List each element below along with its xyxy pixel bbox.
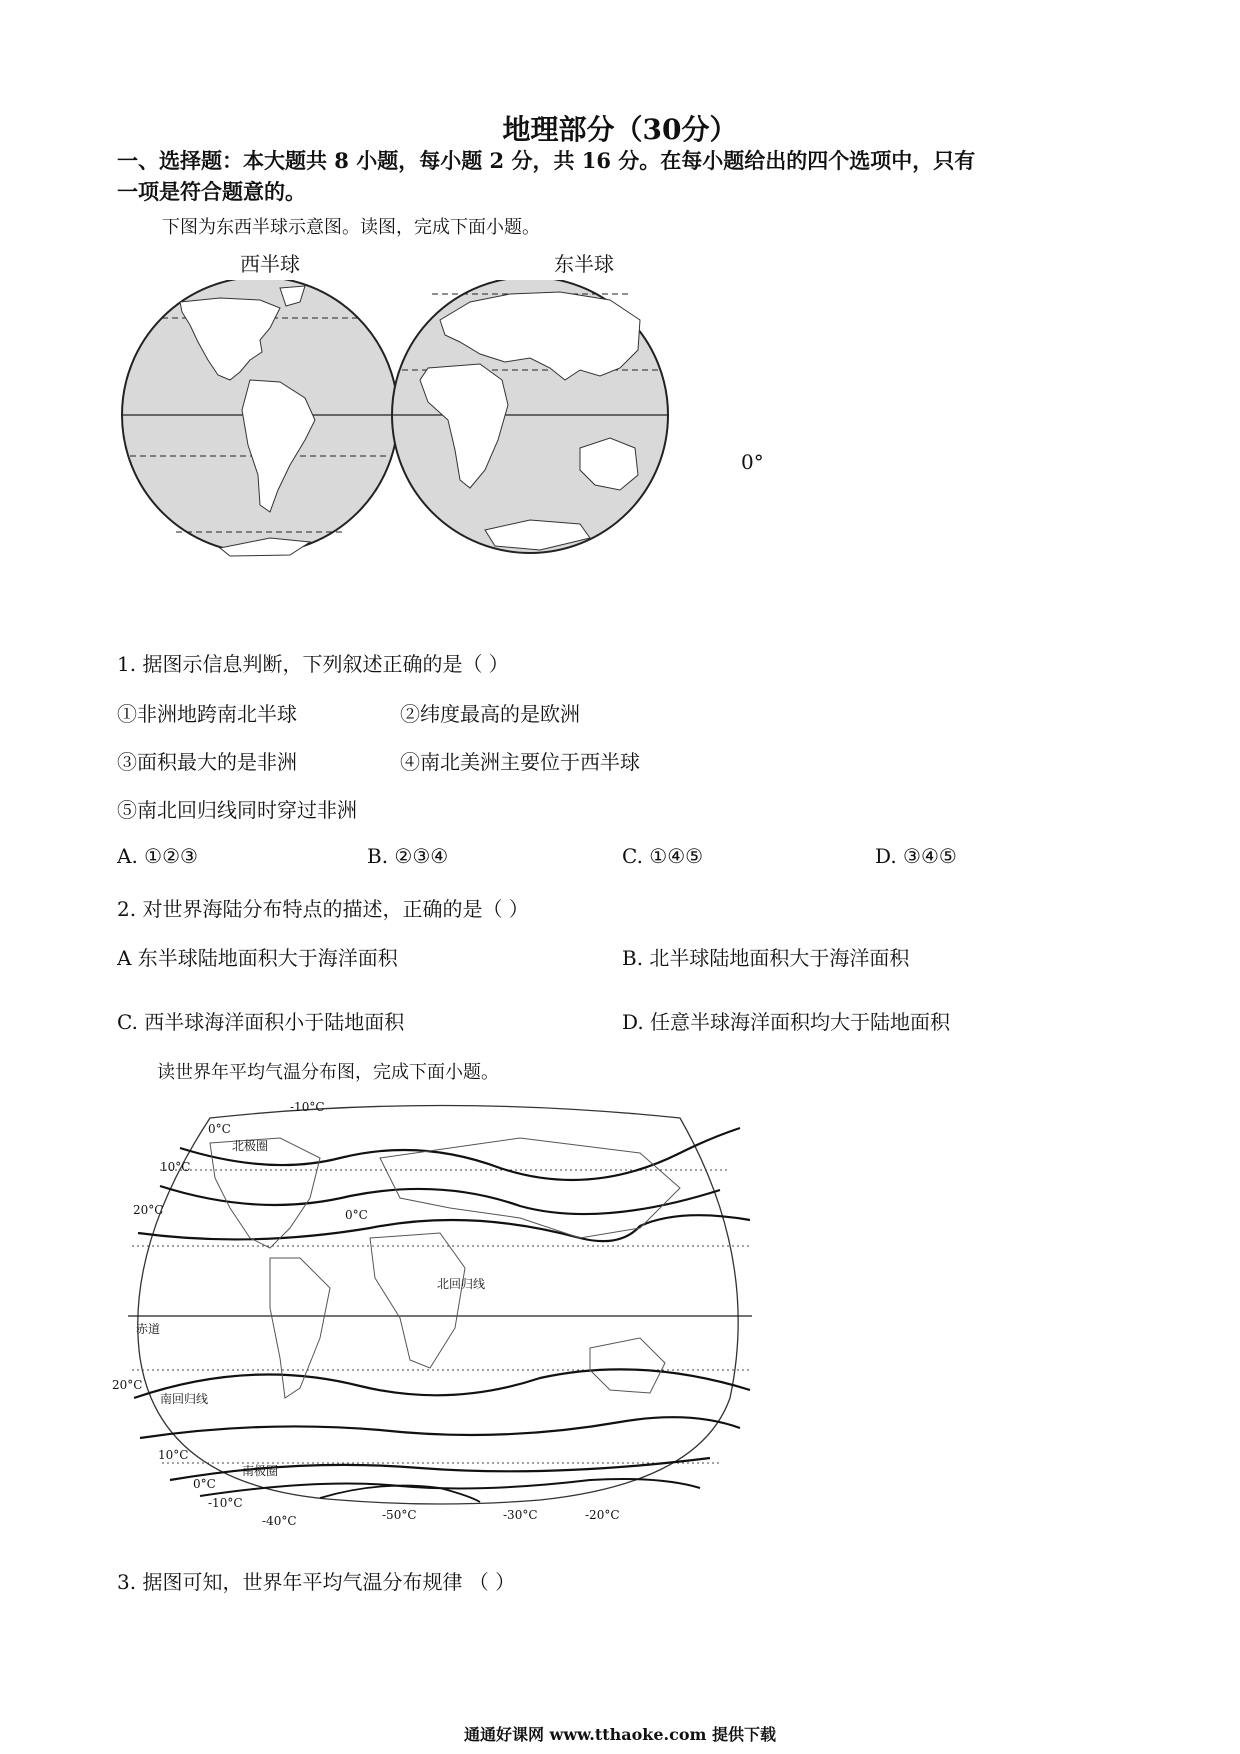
east-hemisphere-globe — [392, 280, 668, 553]
label-0-mid: 0°C — [345, 1208, 368, 1222]
west-hemisphere-globe — [122, 280, 398, 556]
label-minus50: -50°C — [382, 1508, 417, 1522]
q2-option-c[interactable]: C. 西半球海洋面积小于陆地面积 — [117, 1010, 405, 1034]
label-antarctic-circle: 南极圈 — [242, 1464, 279, 1478]
q1-option-c[interactable]: C. ①④⑤ — [622, 844, 704, 868]
label-minus10-top: -10°C — [290, 1100, 325, 1114]
label-tropic-cancer: 北回归线 — [437, 1277, 486, 1291]
east-hemisphere-label: 东半球 — [554, 252, 614, 276]
label-10-south: 10°C — [158, 1448, 189, 1462]
page-title: 地理部分（30分） — [502, 113, 738, 146]
label-0-left: 0°C — [208, 1122, 231, 1136]
label-minus30: -30°C — [503, 1508, 538, 1522]
q1-stem: 1. 据图示信息判断，下列叙述正确的是（ ） — [117, 652, 509, 676]
section-heading-line2: 一项是符合题意的。 — [117, 179, 306, 204]
label-10-left: 10°C — [160, 1160, 191, 1174]
west-hemisphere-label: 西半球 — [240, 252, 300, 276]
q1-item-4: ④南北美洲主要位于西半球 — [400, 750, 640, 774]
label-equator: 赤道 — [136, 1322, 161, 1336]
label-0-south: 0°C — [193, 1477, 216, 1491]
q2-option-d[interactable]: D. 任意半球海洋面积均大于陆地面积 — [622, 1010, 951, 1034]
q1-option-a[interactable]: A. ①②③ — [117, 844, 198, 868]
q2-stem: 2. 对世界海陆分布特点的描述，正确的是（ ） — [117, 897, 529, 921]
equator-label: 0° — [741, 450, 764, 474]
label-minus40: -40°C — [262, 1514, 297, 1528]
label-arctic-circle: 北极圈 — [232, 1139, 269, 1153]
q3-stem: 3. 据图可知，世界年平均气温分布规律 （ ） — [117, 1570, 516, 1594]
q1-item-2: ②纬度最高的是欧洲 — [400, 702, 580, 726]
section-heading-line1: 一、选择题：本大题共 8 小题，每小题 2 分，共 16 分。在每小题给出的四个选项中，只有 — [117, 148, 976, 173]
hemispheres-svg — [110, 280, 770, 560]
label-minus20: -20°C — [585, 1508, 620, 1522]
temperature-map-svg — [120, 1098, 760, 1518]
q1-item-1: ①非洲地跨南北半球 — [117, 702, 297, 726]
q2-option-b[interactable]: B. 北半球陆地面积大于海洋面积 — [622, 946, 910, 970]
intro-temperature: 读世界年平均气温分布图，完成下面小题。 — [157, 1062, 499, 1083]
q1-item-3: ③面积最大的是非洲 — [117, 750, 297, 774]
label-20-south: 20°C — [112, 1378, 143, 1392]
footer: 通通好课网 www.tthaoke.com 提供下载 — [463, 1725, 777, 1744]
q1-option-b[interactable]: B. ②③④ — [367, 844, 449, 868]
intro-hemispheres: 下图为东西半球示意图。读图，完成下面小题。 — [162, 217, 540, 238]
label-tropic-capricorn: 南回归线 — [160, 1392, 209, 1406]
temperature-map — [120, 1098, 760, 1522]
q1-item-5: ⑤南北回归线同时穿过非洲 — [117, 798, 357, 822]
label-20-left: 20°C — [133, 1203, 164, 1217]
q2-option-a[interactable]: A 东半球陆地面积大于海洋面积 — [117, 946, 398, 970]
q1-option-d[interactable]: D. ③④⑤ — [875, 844, 957, 868]
label-minus10-south: -10°C — [208, 1496, 243, 1510]
hemispheres-figure — [110, 280, 770, 564]
